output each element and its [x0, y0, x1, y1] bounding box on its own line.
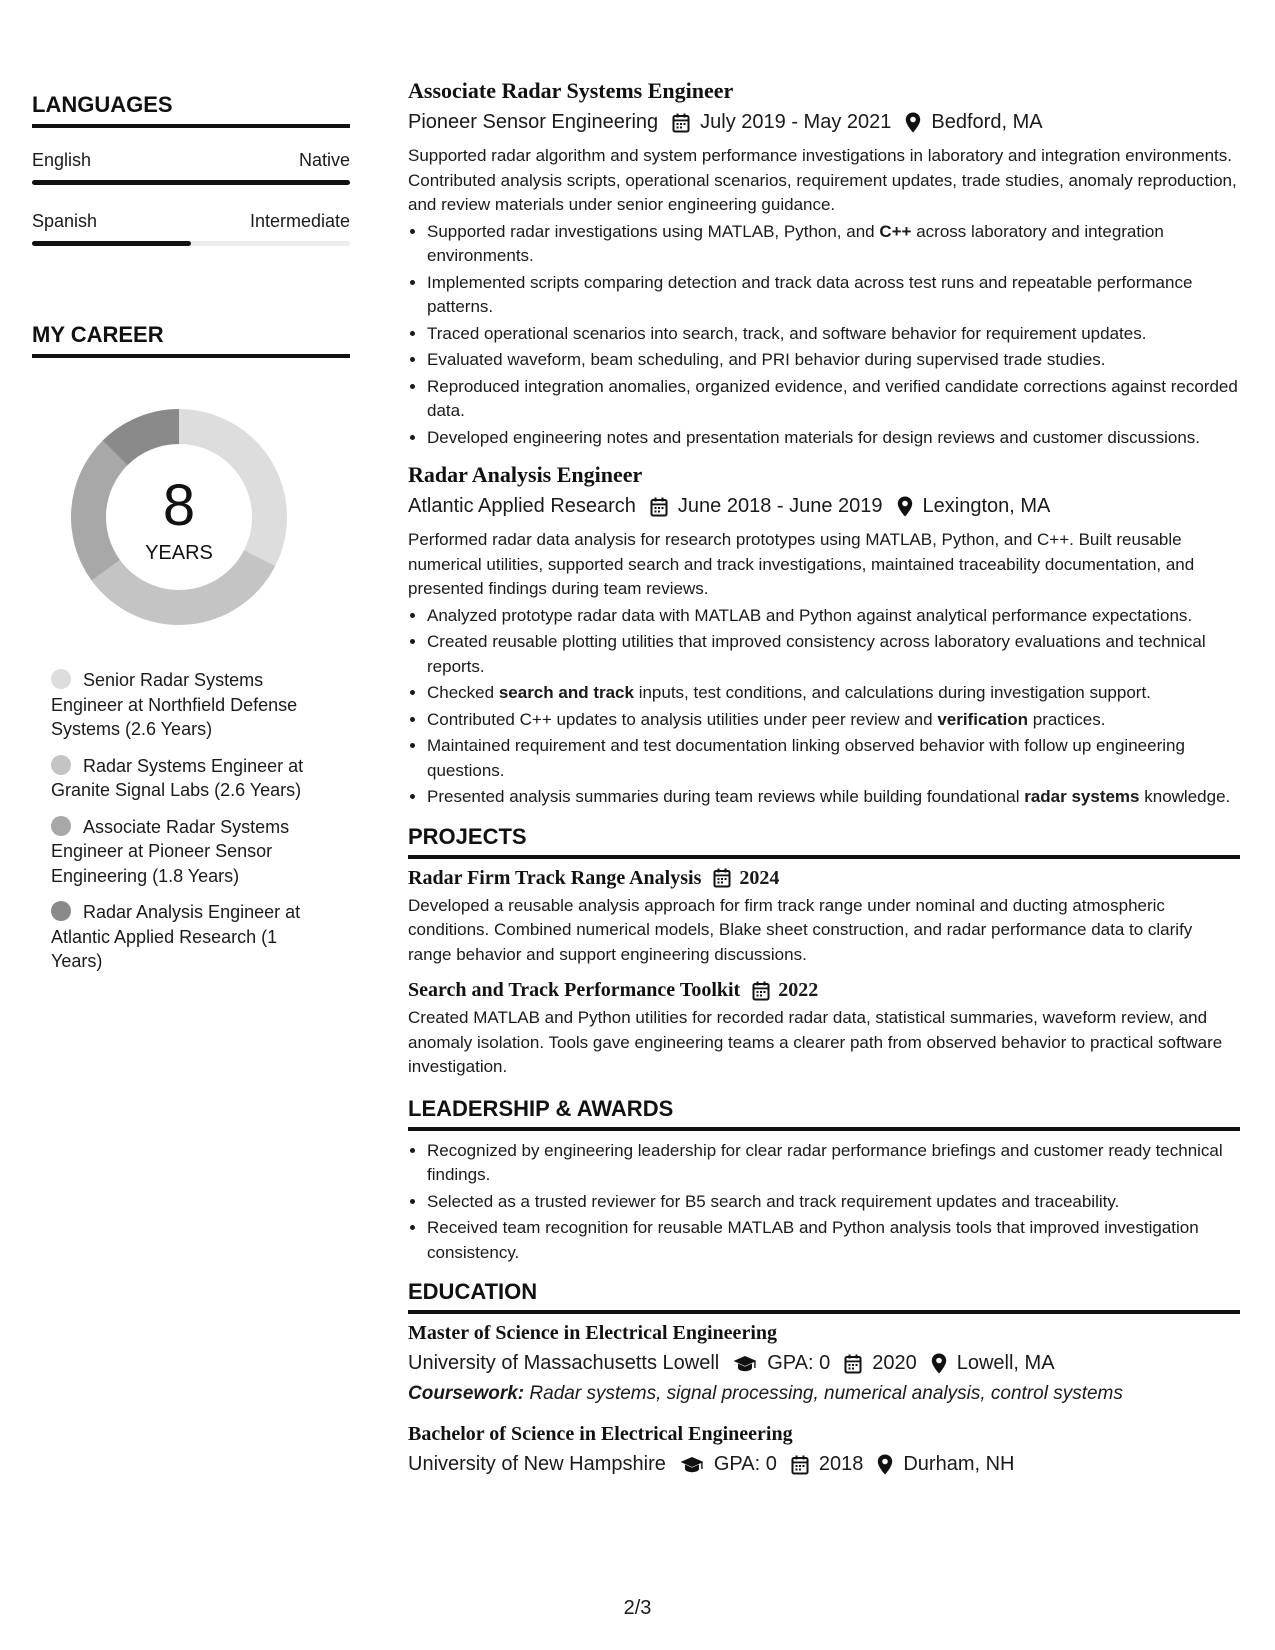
coursework-list: Radar systems, signal processing, numerical analysis, control systems [529, 1383, 1123, 1404]
job-meta [408, 111, 1240, 134]
graduation-cap-icon [733, 1355, 757, 1373]
education-entry [408, 1423, 1240, 1476]
job-location: Bedford, MA [931, 111, 1043, 133]
calendar-icon [713, 868, 731, 888]
career-heading: MY CAREER [32, 322, 350, 358]
bullet-text: practices. [1028, 709, 1106, 729]
bullet-text: Maintained requirement and test documentation linking observed behavior with follow up engineering questions. [427, 736, 1185, 780]
language-proficiency-fill [32, 241, 191, 246]
projects-heading: PROJECTS [408, 824, 1240, 859]
bullet-text: Created reusable plotting utilities that improved consistency across laboratory evaluations and technical reports. [427, 632, 1206, 676]
sidebar [32, 92, 350, 986]
job-bullets [408, 220, 1240, 451]
career-total-years: 8 [162, 473, 196, 538]
job-entry [408, 462, 1240, 810]
career-legend [51, 668, 321, 974]
job-location: Lexington, MA [922, 495, 1051, 517]
career-legend-label: Associate Radar Systems Engineer at Pioneer Sensor Engineering (1.8 Years) [51, 816, 290, 886]
job-bullet [427, 630, 1240, 679]
project-title: Search and Track Performance Toolkit [408, 979, 741, 1001]
job-bullet [427, 220, 1240, 269]
coursework [408, 1383, 1240, 1405]
language-row [32, 150, 350, 171]
company-name: Atlantic Applied Research [408, 495, 636, 517]
degree-title: Bachelor of Science in Electrical Engineering [408, 1423, 793, 1445]
page-number: 2/3 [623, 1597, 652, 1619]
bullet-text: knowledge. [1139, 787, 1231, 806]
leadership-bullet: • Selected as a trusted reviewer for B5 search and track requirement updates and traceability. [427, 1190, 1240, 1215]
bullet-emphasis: C++ [879, 221, 912, 241]
legend-dot [51, 816, 71, 836]
school-location: Durham, NH [903, 1453, 1015, 1475]
bullet-text: Analyzed prototype radar data with MATLAB and Python against analytical performance expectations. [427, 605, 1193, 625]
language-proficiency-fill [32, 180, 350, 185]
education-meta [408, 1453, 1240, 1476]
education-section [408, 1279, 1240, 1476]
bullet-text: Checked [427, 683, 499, 702]
career-legend-item [51, 815, 321, 889]
calendar-icon [791, 1455, 809, 1475]
job-meta [408, 495, 1240, 518]
career-total-unit: YEARS [145, 542, 213, 564]
career-donut-chart [64, 402, 294, 632]
career-legend-item [51, 668, 321, 742]
job-bullet [427, 322, 1240, 347]
career-legend-item [51, 900, 321, 974]
bullet-emphasis: search and track [498, 683, 634, 702]
calendar-icon [844, 1354, 862, 1374]
education-entry [408, 1322, 1240, 1405]
location-pin-icon [877, 1454, 893, 1475]
bullet-text: Implemented scripts comparing detection and track data across test runs and repeatable performance patterns. [427, 272, 1193, 316]
job-bullet [427, 348, 1240, 373]
bullet-text: Developed engineering notes and presentation materials for design reviews and customer discussions. [427, 427, 1200, 447]
project-header [408, 979, 1240, 1002]
job-summary: Supported radar algorithm and system performance investigations in laboratory and integration environments. Contributed analysis scripts, operational scenarios, requirement updates, trade studies, anomaly reproduction, and review materials under senior engineering guidance. [408, 146, 1237, 214]
project-title: Radar Firm Track Range Analysis [408, 866, 702, 889]
leadership-section [408, 1096, 1240, 1266]
bullet-text: Evaluated waveform, beam scheduling, and PRI behavior during supervised trade studies. [427, 350, 1106, 369]
project-year: 2022 [778, 979, 819, 1001]
career-legend-label: Radar Analysis Engineer at Atlantic Applied Research (1 Years) [51, 902, 301, 971]
project-description: Created MATLAB and Python utilities for recorded radar data, statistical summaries, waveform review, and anomaly isolation. Tools gave engineering teams a clearer path from observed behavior to practical software investigation. [408, 1008, 1223, 1076]
bullet-text: across laboratory and integration environments. [427, 221, 1164, 265]
bullet-text: Reproduced integration anomalies, organized evidence, and verified candidate corrections against recorded data. [427, 376, 1238, 420]
language-name: Spanish [32, 211, 98, 231]
legend-dot [51, 669, 71, 689]
job-bullet [427, 375, 1240, 424]
legend-dot [51, 755, 71, 775]
company-name: Pioneer Sensor Engineering [408, 111, 659, 133]
calendar-icon [650, 497, 668, 517]
job-bullet [427, 785, 1240, 810]
language-level: Native [298, 150, 350, 170]
bullet-emphasis: verification [937, 709, 1029, 729]
gpa: GPA: 0 [713, 1453, 777, 1475]
education-meta [408, 1352, 1240, 1375]
calendar-icon [752, 981, 770, 1001]
language-level: Intermediate [249, 211, 350, 231]
project-header [408, 867, 1240, 890]
bullet-text: inputs, test conditions, and calculations during investigation support. [633, 683, 1151, 702]
job-bullet [427, 426, 1240, 451]
language-proficiency-bar [32, 180, 350, 185]
language-row [32, 211, 350, 232]
location-pin-icon [931, 1353, 947, 1374]
gpa: GPA: 0 [767, 1352, 831, 1374]
bullet-emphasis: radar systems [1024, 787, 1140, 806]
project-description: Developed a reusable analysis approach for firm track range under nominal and ducting atmospheric conditions. Combined numerical models, Blake sheet construction, and radar performance data to clarify range behavior and support engineering discussions. [408, 895, 1193, 964]
career-legend-label: Senior Radar Systems Engineer at Northfield Defense Systems (2.6 Years) [51, 670, 298, 739]
language-proficiency-bar [32, 241, 350, 246]
job-title: Associate Radar Systems Engineer [408, 78, 734, 103]
leadership-heading: LEADERSHIP & AWARDS [408, 1096, 1240, 1131]
graduation-year: 2020 [872, 1352, 917, 1374]
bullet-text: Supported radar investigations using MATLAB, Python, and [427, 221, 880, 241]
language-name: English [32, 150, 92, 170]
coursework-label: Coursework: [408, 1383, 525, 1404]
calendar-icon [672, 113, 690, 133]
bullet-text: Presented analysis summaries during team reviews while building foundational [427, 787, 1025, 806]
leadership-bullet: • Received team recognition for reusable MATLAB and Python analysis tools that improved investigation consistency. [427, 1216, 1240, 1265]
job-entry [408, 78, 1240, 450]
school-location: Lowell, MA [956, 1352, 1055, 1374]
graduation-cap-icon [680, 1456, 704, 1474]
leadership-bullets [408, 1139, 1240, 1266]
main-column [408, 78, 1240, 1476]
bullet-text: Contributed C++ updates to analysis utilities under peer review and [427, 709, 938, 729]
leadership-bullet: • Recognized by engineering leadership for clear radar performance briefings and customer ready technical findings. [427, 1139, 1240, 1188]
bullet-text: Traced operational scenarios into search, track, and software behavior for requirement updates. [427, 323, 1147, 343]
location-pin-icon [897, 496, 913, 517]
job-bullet [427, 604, 1240, 629]
location-pin-icon [905, 112, 921, 133]
job-summary: Performed radar data analysis for research prototypes using MATLAB, Python, and C++. Built reusable numerical utilities, supported search and track investigations, maintained traceability documentation, and presented findings during team reviews. [408, 530, 1195, 598]
job-bullet [427, 734, 1240, 783]
project-entry [408, 979, 1240, 1080]
job-bullet [427, 681, 1240, 706]
project-year: 2024 [739, 866, 780, 889]
school-name: University of Massachusetts Lowell [408, 1352, 720, 1374]
job-bullet [427, 708, 1240, 733]
school-name: University of New Hampshire [408, 1453, 666, 1475]
projects-section [408, 824, 1240, 1080]
graduation-year: 2018 [818, 1453, 864, 1475]
languages-heading: LANGUAGES [32, 92, 350, 128]
career-legend-item [51, 754, 321, 803]
job-dates: July 2019 - May 2021 [700, 111, 892, 133]
job-dates: June 2018 - June 2019 [677, 495, 883, 517]
legend-dot [51, 901, 71, 921]
career-legend-label: Radar Systems Engineer at Granite Signal Labs (2.6 Years) [51, 755, 304, 800]
degree-title: Master of Science in Electrical Engineering [408, 1322, 777, 1344]
education-heading: EDUCATION [408, 1279, 1240, 1314]
job-title: Radar Analysis Engineer [408, 462, 643, 487]
job-bullets [408, 604, 1240, 810]
job-bullet [427, 271, 1240, 320]
project-entry [408, 867, 1240, 968]
